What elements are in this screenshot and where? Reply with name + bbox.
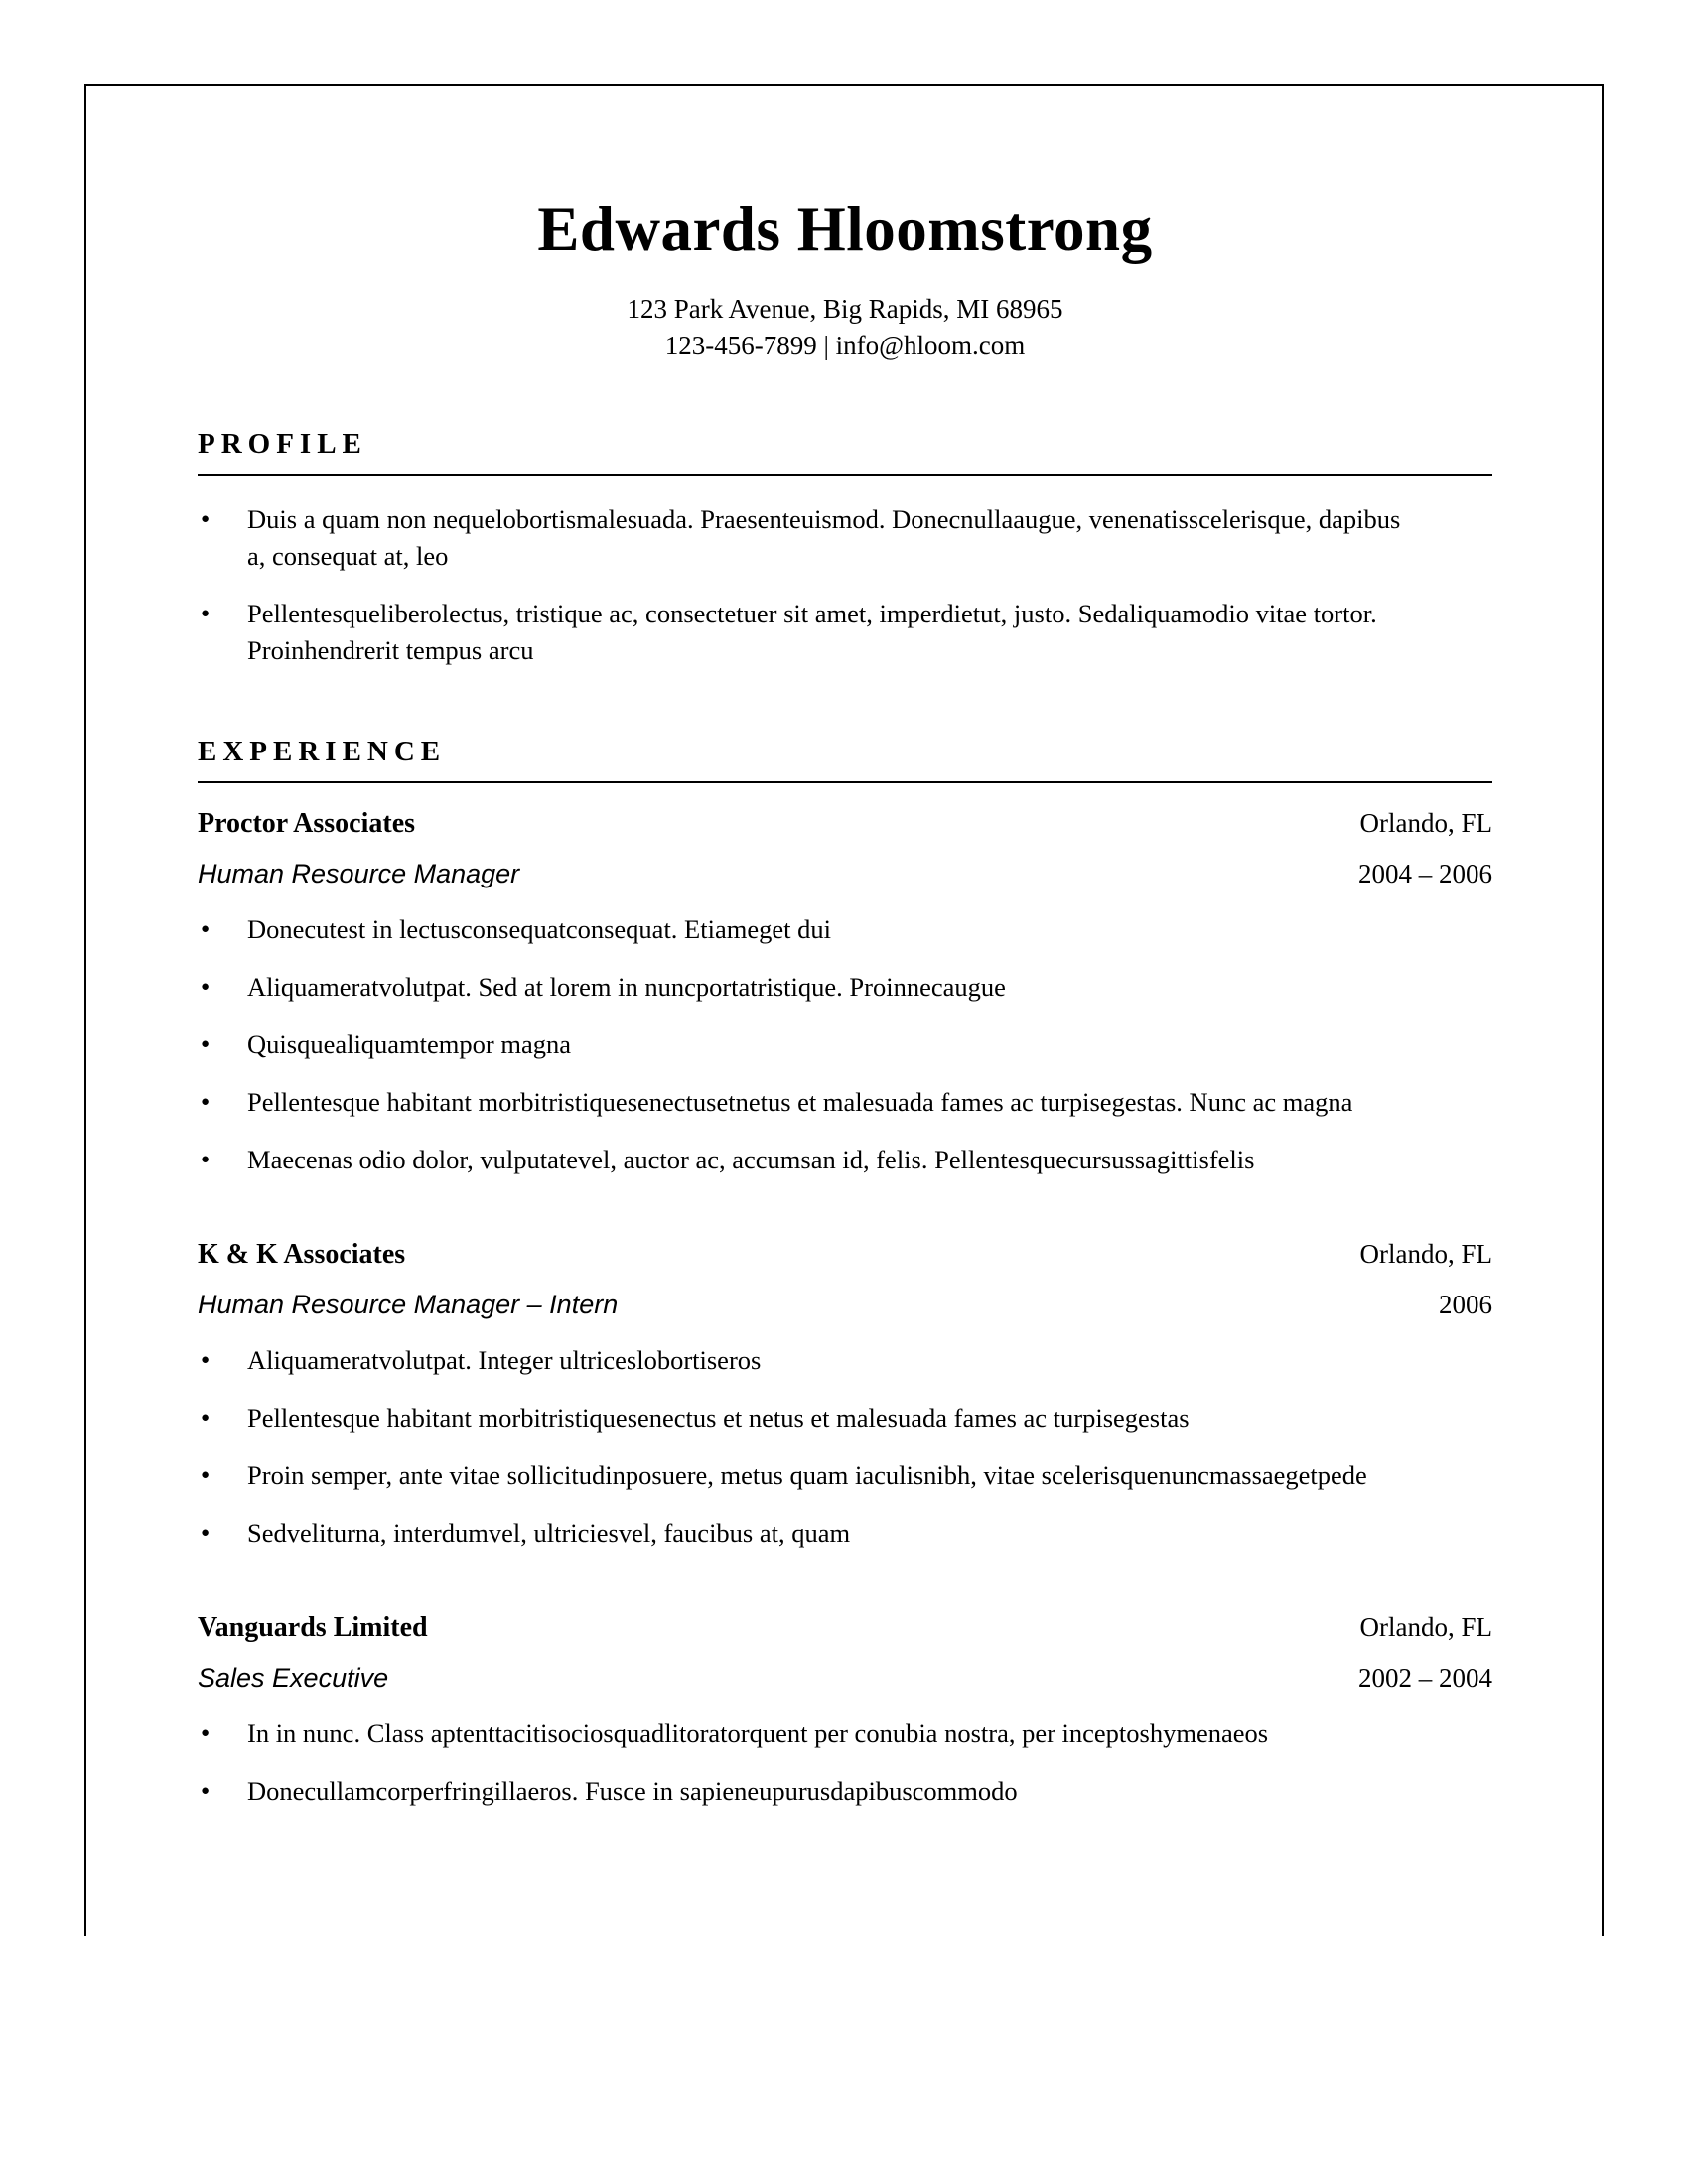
job-entry: [198, 805, 1492, 1178]
bullet-item: [198, 1400, 1492, 1436]
profile-bullet-list: [198, 501, 1492, 669]
job-bullet-list: [198, 911, 1492, 1178]
job-header-row: [198, 1609, 1492, 1646]
resume-page: [84, 84, 1604, 1936]
job-location: Orlando, FL: [1359, 1239, 1492, 1269]
job-header-row: [198, 1236, 1492, 1273]
bullet-dot-icon: ●: [201, 1410, 211, 1426]
bullet-item: [198, 1715, 1492, 1752]
bullet-item: [198, 1026, 1492, 1063]
bullet-text: Pellentesqueliberolectus, tristique ac, consectetuer sit amet, imperdietut, justo. Sedaliquamodio vitae tortor. Proinhendrerit tempus arcu: [247, 599, 1377, 665]
job-header-row: [198, 805, 1492, 842]
bullet-text: Aliquameratvolutpat. Integer ultriceslobortiseros: [247, 1345, 762, 1375]
bullet-item: [198, 1457, 1492, 1494]
bullet-item: [198, 596, 1492, 669]
profile-section-title: PROFILE: [198, 427, 1492, 476]
job-dates: 2002 – 2004: [1358, 1663, 1492, 1693]
bullet-item: [198, 1342, 1492, 1379]
job-bullet-list: [198, 1342, 1492, 1552]
bullet-item: [198, 911, 1492, 948]
bullet-text: Pellentesque habitant morbitristiquesenectusetnetus et malesuada fames ac turpisegestas. Nunc ac magna: [247, 1087, 1353, 1117]
bullet-dot-icon: ●: [201, 1036, 211, 1052]
address-line: 123 Park Avenue, Big Rapids, MI 68965: [627, 294, 1063, 324]
job-location: Orlando, FL: [1359, 1612, 1492, 1642]
bullet-text: Pellentesque habitant morbitristiquesenectus et netus et malesuada fames ac turpisegestas: [247, 1403, 1190, 1433]
job-title-row: [198, 1287, 1492, 1322]
job-bullet-list: [198, 1715, 1492, 1810]
experience-section-title: EXPERIENCE: [198, 735, 1492, 783]
bullet-text: Aliquameratvolutpat. Sed at lorem in nuncportatristique. Proinnecaugue: [247, 972, 1006, 1002]
job-entry: [198, 1236, 1492, 1552]
bullet-item: [198, 501, 1492, 575]
section-experience: [198, 735, 1492, 1810]
bullet-text: Sedveliturna, interdumvel, ultriciesvel, faucibus at, quam: [247, 1518, 851, 1548]
bullet-item: [198, 969, 1492, 1006]
bullet-text: Donecullamcorperfringillaeros. Fusce in sapieneupurusdapibuscommodo: [247, 1776, 1018, 1806]
bullet-dot-icon: ●: [201, 1525, 211, 1541]
bullet-dot-icon: ●: [201, 1152, 211, 1167]
job-title: Sales Executive: [198, 1663, 389, 1693]
job-dates: 2006: [1439, 1290, 1492, 1319]
section-profile: [198, 427, 1492, 669]
bullet-dot-icon: ●: [201, 1094, 211, 1110]
job-location: Orlando, FL: [1359, 808, 1492, 838]
bullet-text: In in nunc. Class aptenttacitisociosquadlitoratorquent per conubia nostra, per inceptoshymenaeos: [247, 1718, 1269, 1748]
job-title: Human Resource Manager: [198, 859, 520, 888]
phone-email-line: 123-456-7899 | info@hloom.com: [664, 331, 1026, 360]
bullet-text: Donecutest in lectusconsequatconsequat. Etiameget dui: [247, 914, 831, 944]
company-name: Vanguards Limited: [198, 1612, 428, 1643]
bullet-text: Quisquealiquamtempor magna: [247, 1029, 572, 1059]
bullet-text: Duis a quam non nequelobortismalesuada. Praesenteuismod. Donecnullaaugue, venenatisscelerisque, dapibus a, consequat at, leo: [247, 504, 1401, 571]
bullet-text: Maecenas odio dolor, vulputatevel, auctor ac, accumsan id, felis. Pellentesquecursussagittisfelis: [247, 1145, 1255, 1174]
job-dates: 2004 – 2006: [1358, 859, 1492, 888]
company-name: Proctor Associates: [198, 808, 416, 839]
bullet-text: Proin semper, ante vitae sollicitudinposuere, metus quam iaculisnibh, vitae scelerisquenuncmassaegetpede: [247, 1460, 1367, 1490]
bullet-dot-icon: ●: [201, 1783, 211, 1799]
page-clip-region: [84, 84, 1604, 1936]
bullet-dot-icon: ●: [201, 921, 211, 937]
bullet-dot-icon: ●: [201, 606, 211, 621]
job-title-row: [198, 856, 1492, 891]
bullet-item: [198, 1084, 1492, 1121]
bullet-dot-icon: ●: [201, 1352, 211, 1368]
job-entry: [198, 1609, 1492, 1810]
job-title: Human Resource Manager – Intern: [198, 1290, 619, 1319]
contact-block: [198, 291, 1492, 364]
bullet-item: [198, 1515, 1492, 1552]
job-title-row: [198, 1660, 1492, 1696]
bullet-dot-icon: ●: [201, 1725, 211, 1741]
bullet-dot-icon: ●: [201, 979, 211, 995]
company-name: K & K Associates: [198, 1239, 406, 1270]
bullet-item: [198, 1142, 1492, 1178]
candidate-name: Edwards Hloomstrong: [537, 195, 1153, 264]
bullet-dot-icon: ●: [201, 511, 211, 527]
bullet-dot-icon: ●: [201, 1467, 211, 1483]
bullet-item: [198, 1773, 1492, 1810]
